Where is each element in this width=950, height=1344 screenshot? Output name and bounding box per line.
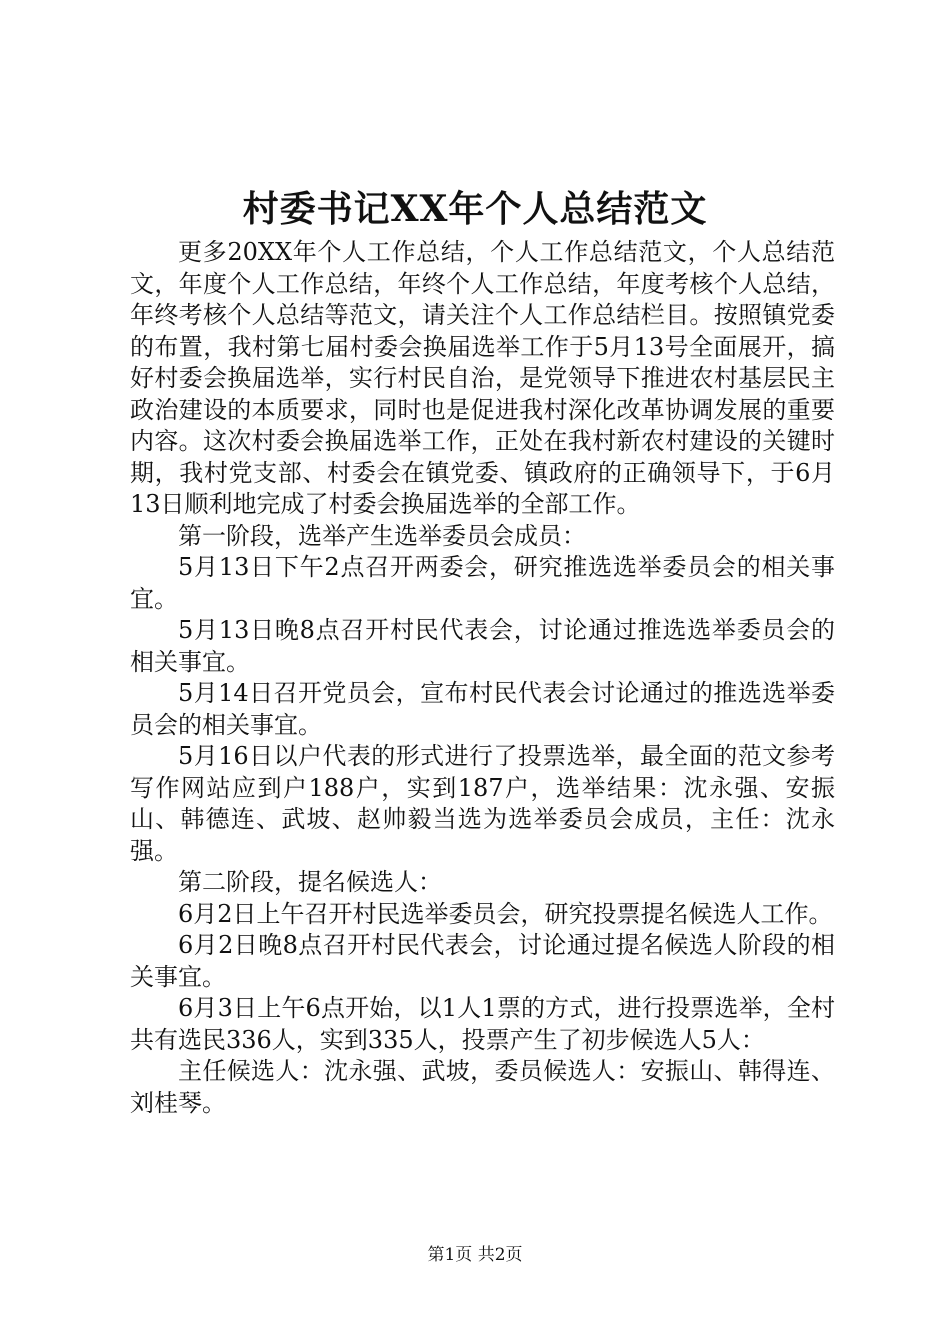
paragraph-item: 主任候选人：沈永强、武坡，委员候选人：安振山、韩得连、刘桂琴。 bbox=[130, 1057, 835, 1117]
paragraph-stage-one-heading: 第一阶段，选举产生选举委员会成员： bbox=[178, 521, 586, 550]
paragraph-item: 5月16日以户代表的形式进行了投票选举，最全面的范文参考写作网站应到户188户，实到187户，选举结果：沈永强、安振山、韩德连、武坡、赵帅毅当选为选举委员会成员，主任：沈永强。 bbox=[130, 742, 835, 865]
page-footer: 第1页 共2页 bbox=[427, 1245, 523, 1265]
document-body bbox=[130, 237, 835, 1119]
paragraph-item: 6月2日上午召开村民选举委员会，研究投票提名候选人工作。 bbox=[178, 899, 833, 928]
paragraph-item: 5月13日下午2点召开两委会，研究推选选举委员会的相关事宜。 bbox=[130, 553, 835, 613]
paragraph-intro: 更多20XX年个人工作总结，个人工作总结范文，个人总结范文，年度个人工作总结，年终个人工作总结，年度考核个人总结，年终考核个人总结等范文，请关注个人工作总结栏目。按照镇党委的布置，我村第七届村委会换届选举工作于5月13号全面展开，搞好村委会换届选举，实行村民自治，是党领导下推进农村基层民主政治建设的本质要求，同时也是促进我村深化改革协调发展的重要内容。这次村委会换届选举工作，正处在我村新农村建设的关键时期，我村党支部、村委会在镇党委、镇政府的正确领导下，于6月13日顺利地完成了村委会换届选举的全部工作。 bbox=[130, 238, 835, 518]
paragraph-stage-two-heading: 第二阶段，提名候选人： bbox=[178, 868, 442, 896]
paragraph-item: 5月14日召开党员会，宣布村民代表会讨论通过的推选选举委员会的相关事宜。 bbox=[130, 679, 835, 739]
paragraph-item: 6月3日上午6点开始，以1人1票的方式，进行投票选举，全村共有选民336人，实到335人，投票产生了初步候选人5人： bbox=[130, 994, 835, 1054]
paragraph-item: 6月2日晚8点召开村民代表会，讨论通过提名候选人阶段的相关事宜。 bbox=[130, 931, 835, 991]
document-title: 村委书记XX年个人总结范文 bbox=[242, 188, 708, 230]
paragraph-item: 5月13日晚8点召开村民代表会，讨论通过推选选举委员会的相关事宜。 bbox=[130, 616, 835, 676]
